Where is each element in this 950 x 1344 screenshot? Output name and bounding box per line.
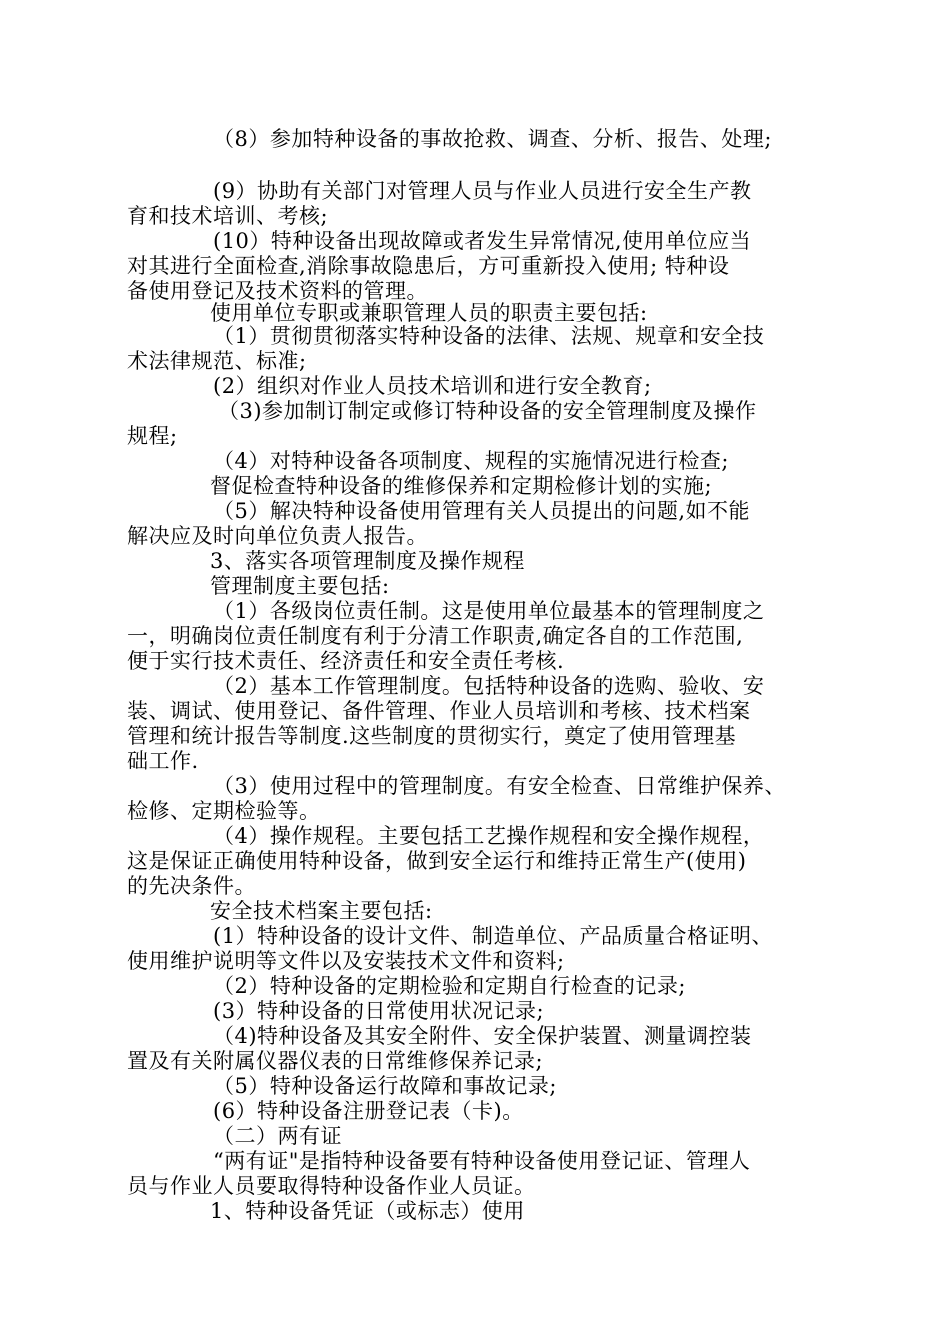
- section-heading: 1、特种设备凭证（或标志）使用: [210, 1199, 525, 1223]
- text-line: 对其进行全面检查,消除事故隐患后，方可重新投入使用; 特种设: [127, 254, 730, 278]
- text-line: 础工作.: [127, 749, 199, 773]
- text-line: 的先决条件。: [127, 874, 256, 898]
- text-line: （2）基本工作管理制度。包括特种设备的选购、验收、安: [213, 674, 765, 698]
- section-heading: （二）两有证: [213, 1124, 342, 1148]
- text-line: （3)参加制订制定或修订特种设备的安全管理制度及操作: [218, 399, 757, 423]
- text-line: 育和技术培训、考核;: [127, 204, 329, 228]
- section-heading: 3、落实各项管理制度及操作规程: [210, 549, 525, 573]
- text-line: （1）贯彻贯彻落实特种设备的法律、法规、规章和安全技: [213, 324, 765, 348]
- text-line: 管理和统计报告等制度.这些制度的贯彻实行，奠定了使用管理基: [127, 724, 737, 748]
- text-line: （5）特种设备运行故障和事故记录;: [213, 1074, 557, 1098]
- text-line: （4)特种设备及其安全附件、安全保护装置、测量调控装: [213, 1024, 752, 1048]
- text-line: 一，明确岗位责任制度有利于分清工作职责,确定各自的工作范围,: [127, 624, 744, 648]
- text-line: (6）特种设备注册登记表（卡)。: [213, 1099, 524, 1123]
- text-line: “两有证"是指特种设备要有特种设备使用登记证、管理人: [213, 1149, 751, 1173]
- text-line: （4）操作规程。主要包括工艺操作规程和安全操作规程，: [213, 824, 765, 848]
- text-line: （4）对特种设备各项制度、规程的实施情况进行检查;: [213, 449, 729, 473]
- text-line: (3）特种设备的日常使用状况记录;: [213, 999, 545, 1023]
- text-line: 规程;: [127, 424, 178, 448]
- text-line: 置及有关附属仪器仪表的日常维修保养记录;: [127, 1049, 544, 1073]
- text-line: 检修、定期检验等。: [127, 799, 321, 823]
- text-line: (10）特种设备出现故障或者发生异常情况,使用单位应当: [213, 229, 752, 253]
- text-line: (2）组织对作业人员技术培训和进行安全教育;: [213, 374, 652, 398]
- text-line: 备使用登记及技术资料的管理。: [127, 279, 428, 303]
- text-line: 督促检查特种设备的维修保养和定期检修计划的实施;: [210, 474, 713, 498]
- text-line: 这是保证正确使用特种设备，做到安全运行和维持正常生产(使用): [127, 849, 747, 873]
- text-line: （1）各级岗位责任制。这是使用单位最基本的管理制度之: [213, 599, 765, 623]
- text-line: 术法律规范、标准;: [127, 349, 307, 373]
- text-line: (9）协助有关部门对管理人员与作业人员进行安全生产教: [213, 179, 752, 203]
- text-line: 员与作业人员要取得特种设备作业人员证。: [127, 1174, 536, 1198]
- text-line: 使用单位专职或兼职管理人员的职责主要包括:: [210, 301, 648, 325]
- text-line: 安全技术档案主要包括:: [210, 899, 433, 923]
- text-line: 管理制度主要包括:: [210, 574, 390, 598]
- text-line: 装、调试、使用登记、备件管理、作业人员培训和考核、技术档案: [127, 699, 751, 723]
- text-line: 解决应及时向单位负责人报告。: [127, 524, 428, 548]
- text-line: 便于实行技术责任、经济责任和安全责任考核.: [127, 649, 565, 673]
- text-line: （8）参加特种设备的事故抢救、调查、分析、报告、处理;: [213, 127, 772, 151]
- text-line: （5）解决特种设备使用管理有关人员提出的问题,如不能: [213, 499, 751, 523]
- text-line: (1）特种设备的设计文件、制造单位、产品质量合格证明、: [213, 924, 774, 948]
- text-line: （2）特种设备的定期检验和定期自行检查的记录;: [213, 974, 686, 998]
- text-line: （3）使用过程中的管理制度。有安全检查、日常维护保养、: [213, 774, 786, 798]
- text-line: 使用维护说明等文件以及安装技术文件和资料;: [127, 949, 565, 973]
